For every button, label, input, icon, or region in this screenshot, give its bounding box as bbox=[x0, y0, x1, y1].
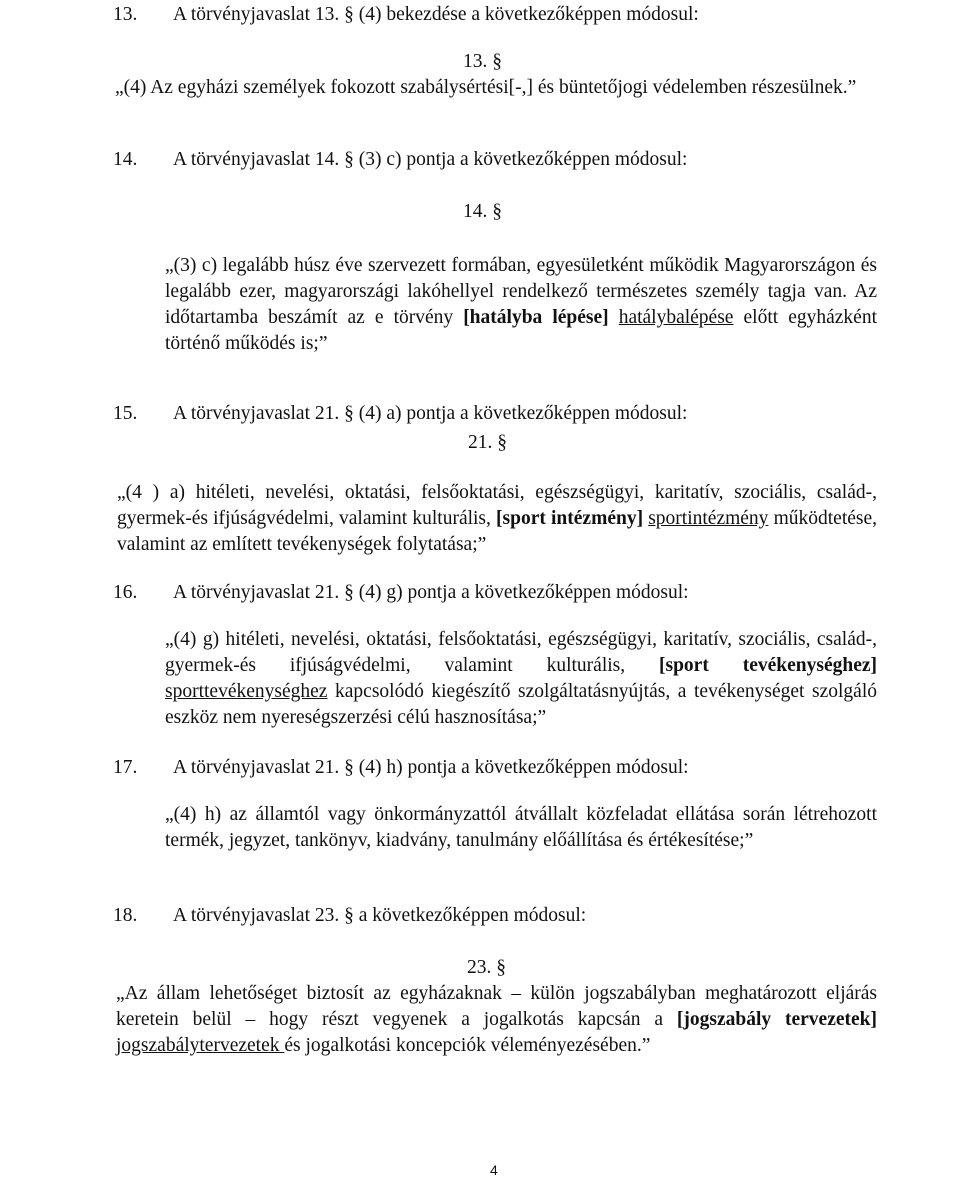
amendment-number: 17. bbox=[113, 757, 138, 778]
text-before: „(3) c) legalább húsz éve szervezett formában, egyesületként működik Magyarországon és legalább ezer, magyarországi lakóhellyel rendelkező természetes személy tagja van. Az időtartamba beszámít az e törvény bbox=[165, 255, 877, 328]
amendment-number: 14. bbox=[113, 149, 138, 170]
text-before: „(4) g) hitéleti, nevelési, oktatási, felsőoktatási, egészségügyi, karitatív, szociális, család-, gyermek-és ifjúságvédelmi, valamint kulturális, bbox=[165, 629, 877, 676]
amendment-number: 15. bbox=[113, 403, 138, 424]
section-23-label: 23. § bbox=[467, 957, 506, 978]
inserted-text: hatálybalépése bbox=[618, 307, 734, 328]
section-13-label: 13. § bbox=[463, 51, 502, 72]
deleted-text: [sport intézmény] bbox=[496, 508, 644, 529]
amendment-number: 18. bbox=[113, 905, 138, 926]
amendment-18-text bbox=[116, 981, 877, 1059]
inserted-text: jogszabálytervezetek bbox=[116, 1035, 285, 1056]
amendment-number: 13. bbox=[113, 4, 138, 25]
text-part: tanulmány előállítása és értékesítése;” bbox=[451, 830, 754, 851]
deleted-text: [jogszabály tervezetek] bbox=[676, 1009, 877, 1030]
inserted-text: sporttevékenységhez bbox=[165, 681, 328, 702]
amendment-number: 16. bbox=[113, 582, 138, 603]
text-part: tankönyv, kiadvány bbox=[290, 830, 447, 851]
amendment-14-heading bbox=[113, 147, 687, 173]
inserted-comma: , bbox=[446, 830, 452, 851]
amendment-instruction: A törvényjavaslat 21. § (4) g) pontja a következőképpen módosul: bbox=[173, 582, 689, 603]
amendment-instruction: A törvényjavaslat 14. § (3) c) pontja a következőképpen módosul: bbox=[173, 149, 688, 170]
text-before: „(4 ) a) hitéleti, nevelési, oktatási, felsőoktatási, egészségügyi, karitatív, szociális, család-, gyermek-és ifjúságvédelmi, valamint kulturális, bbox=[117, 482, 877, 529]
amendment-instruction: A törvényjavaslat 21. § (4) a) pontja a következőképpen módosul: bbox=[173, 403, 688, 424]
amendment-14-text bbox=[165, 253, 877, 357]
amendment-13-heading bbox=[113, 2, 699, 28]
amendment-17-text bbox=[165, 802, 877, 854]
inserted-comma: , bbox=[285, 830, 291, 851]
amendment-instruction: A törvényjavaslat 13. § (4) bekezdése a következőképpen módosul: bbox=[173, 4, 699, 25]
section-14-label: 14. § bbox=[463, 201, 502, 222]
page-number: 4 bbox=[490, 1162, 498, 1178]
amendment-18-heading bbox=[113, 903, 586, 929]
amendment-17-heading bbox=[113, 755, 689, 781]
text-after: működtetése, valamint az említett tevékenységek folytatása;” bbox=[117, 508, 878, 555]
text-before: „Az állam lehetőséget biztosít az egyházaknak – külön jogszabályban meghatározott eljárás keretein belül – hogy részt vegyenek a jogalkotás kapcsán a bbox=[116, 983, 877, 1030]
amendment-15-text bbox=[117, 480, 877, 558]
amendment-16-heading bbox=[113, 580, 689, 606]
amendment-16-text bbox=[165, 627, 877, 731]
amendment-15-heading bbox=[113, 401, 687, 427]
deleted-text: [sport tevékenységhez] bbox=[659, 655, 877, 676]
text-part: „(4) h) az államtól vagy önkormányzattól átvállalt közfeladat ellátása során létrehozott termék, jegyzet bbox=[165, 804, 877, 851]
deleted-text: [hatályba lépése] bbox=[463, 307, 609, 328]
section-21-label: 21. § bbox=[468, 432, 507, 453]
amendment-instruction: A törvényjavaslat 21. § (4) h) pontja a következőképpen módosul: bbox=[173, 757, 689, 778]
amendment-13-text: „(4) Az egyházi személyek fokozott szabálysértési[-,] és büntetőjogi védelemben részesülnek.” bbox=[115, 77, 857, 98]
amendment-instruction: A törvényjavaslat 23. § a következőképpen módosul: bbox=[173, 905, 587, 926]
text-after: és jogalkotási koncepciók véleményezésében.” bbox=[284, 1035, 651, 1056]
text-after: előtt egyházként történő működés is;” bbox=[165, 307, 878, 354]
inserted-text: sportintézmény bbox=[648, 508, 769, 529]
text-after: kapcsolódó kiegészítő szolgáltatásnyújtás, a tevékenységet szolgáló eszköz nem nyereségszerzési célú hasznosítása;” bbox=[165, 681, 877, 728]
